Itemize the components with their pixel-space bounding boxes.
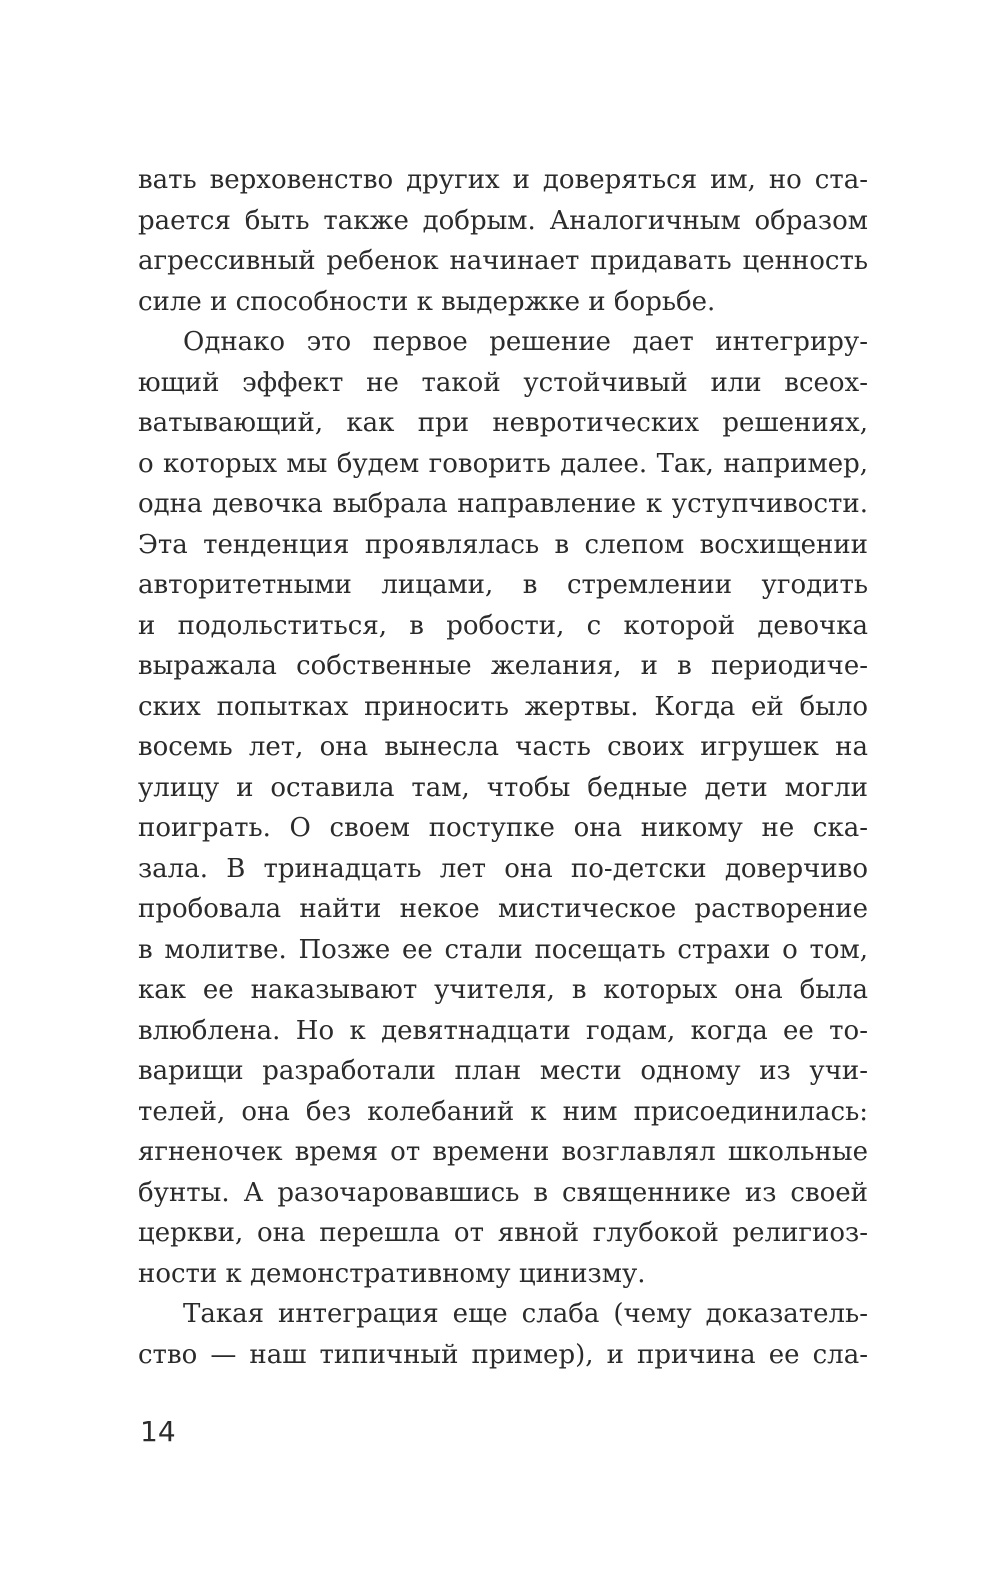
page-number: 14 bbox=[140, 1415, 176, 1448]
text-line: выражала собственные желания, и в периодиче- bbox=[138, 651, 868, 681]
text-line: Однако это первое решение дает интегриру- bbox=[183, 327, 868, 357]
text-line: ватывающий, как при невротических решениях, bbox=[138, 408, 868, 438]
text-line: бунты. А разочаровавшись в священнике из своей bbox=[138, 1177, 868, 1208]
text-line: вать верховенство других и доверяться им, но ста- bbox=[138, 165, 868, 195]
text-line: и подольститься, в робости, с которой девочка bbox=[138, 610, 868, 641]
text-line: Эта тенденция проявлялась в слепом восхищении bbox=[138, 529, 868, 560]
text-line: ности к демонстративному цинизму. bbox=[138, 1258, 646, 1289]
text-line: варищи разработали план мести одному из учи- bbox=[138, 1056, 868, 1086]
text-line: восемь лет, она вынесла часть своих игрушек на bbox=[138, 732, 868, 762]
text-line: Такая интеграция еще слаба (чему доказатель- bbox=[183, 1299, 868, 1329]
text-line: ство — наш типичный пример), и причина ее сла- bbox=[138, 1339, 868, 1370]
text-line: в молитве. Позже ее стали посещать страхи о том, bbox=[138, 934, 868, 965]
paragraph-1 bbox=[138, 160, 868, 322]
text-line: как ее наказывают учителя, в которых она была bbox=[138, 975, 868, 1005]
text-line: зала. В тринадцать лет она по-детски доверчиво bbox=[138, 853, 868, 884]
text-line: рается быть также добрым. Аналогичным образом bbox=[138, 205, 868, 236]
text-line: ягненочек время от времени возглавлял школьные bbox=[138, 1137, 868, 1167]
text-line: телей, она без колебаний к ним присоединилась: bbox=[138, 1096, 868, 1127]
text-line: силе и способности к выдержке и борьбе. bbox=[138, 286, 716, 317]
text-line: одна девочка выбрала направление к уступчивости. bbox=[138, 489, 868, 519]
paragraph-2 bbox=[138, 322, 868, 1294]
text-line: о которых мы будем говорить далее. Так, например, bbox=[138, 448, 868, 479]
text-line: церкви, она перешла от явной глубокой религиоз- bbox=[138, 1218, 868, 1248]
paragraph-3 bbox=[138, 1294, 868, 1375]
text-line: агрессивный ребенок начинает придавать ценность bbox=[138, 246, 868, 276]
text-line: ющий эффект не такой устойчивый или всеох- bbox=[138, 367, 868, 398]
text-line: авторитетными лицами, в стремлении угодить bbox=[138, 570, 868, 600]
text-line: влюблена. Но к девятнадцати годам, когда ее то- bbox=[138, 1015, 868, 1046]
text-line: улицу и оставила там, чтобы бедные дети могли bbox=[138, 772, 868, 803]
text-line: ских попытках приносить жертвы. Когда ей было bbox=[138, 691, 868, 722]
text-line: пробовала найти некое мистическое растворение bbox=[138, 894, 868, 924]
body-text bbox=[138, 160, 868, 1375]
text-line: поиграть. О своем поступке она никому не ска- bbox=[138, 813, 868, 843]
